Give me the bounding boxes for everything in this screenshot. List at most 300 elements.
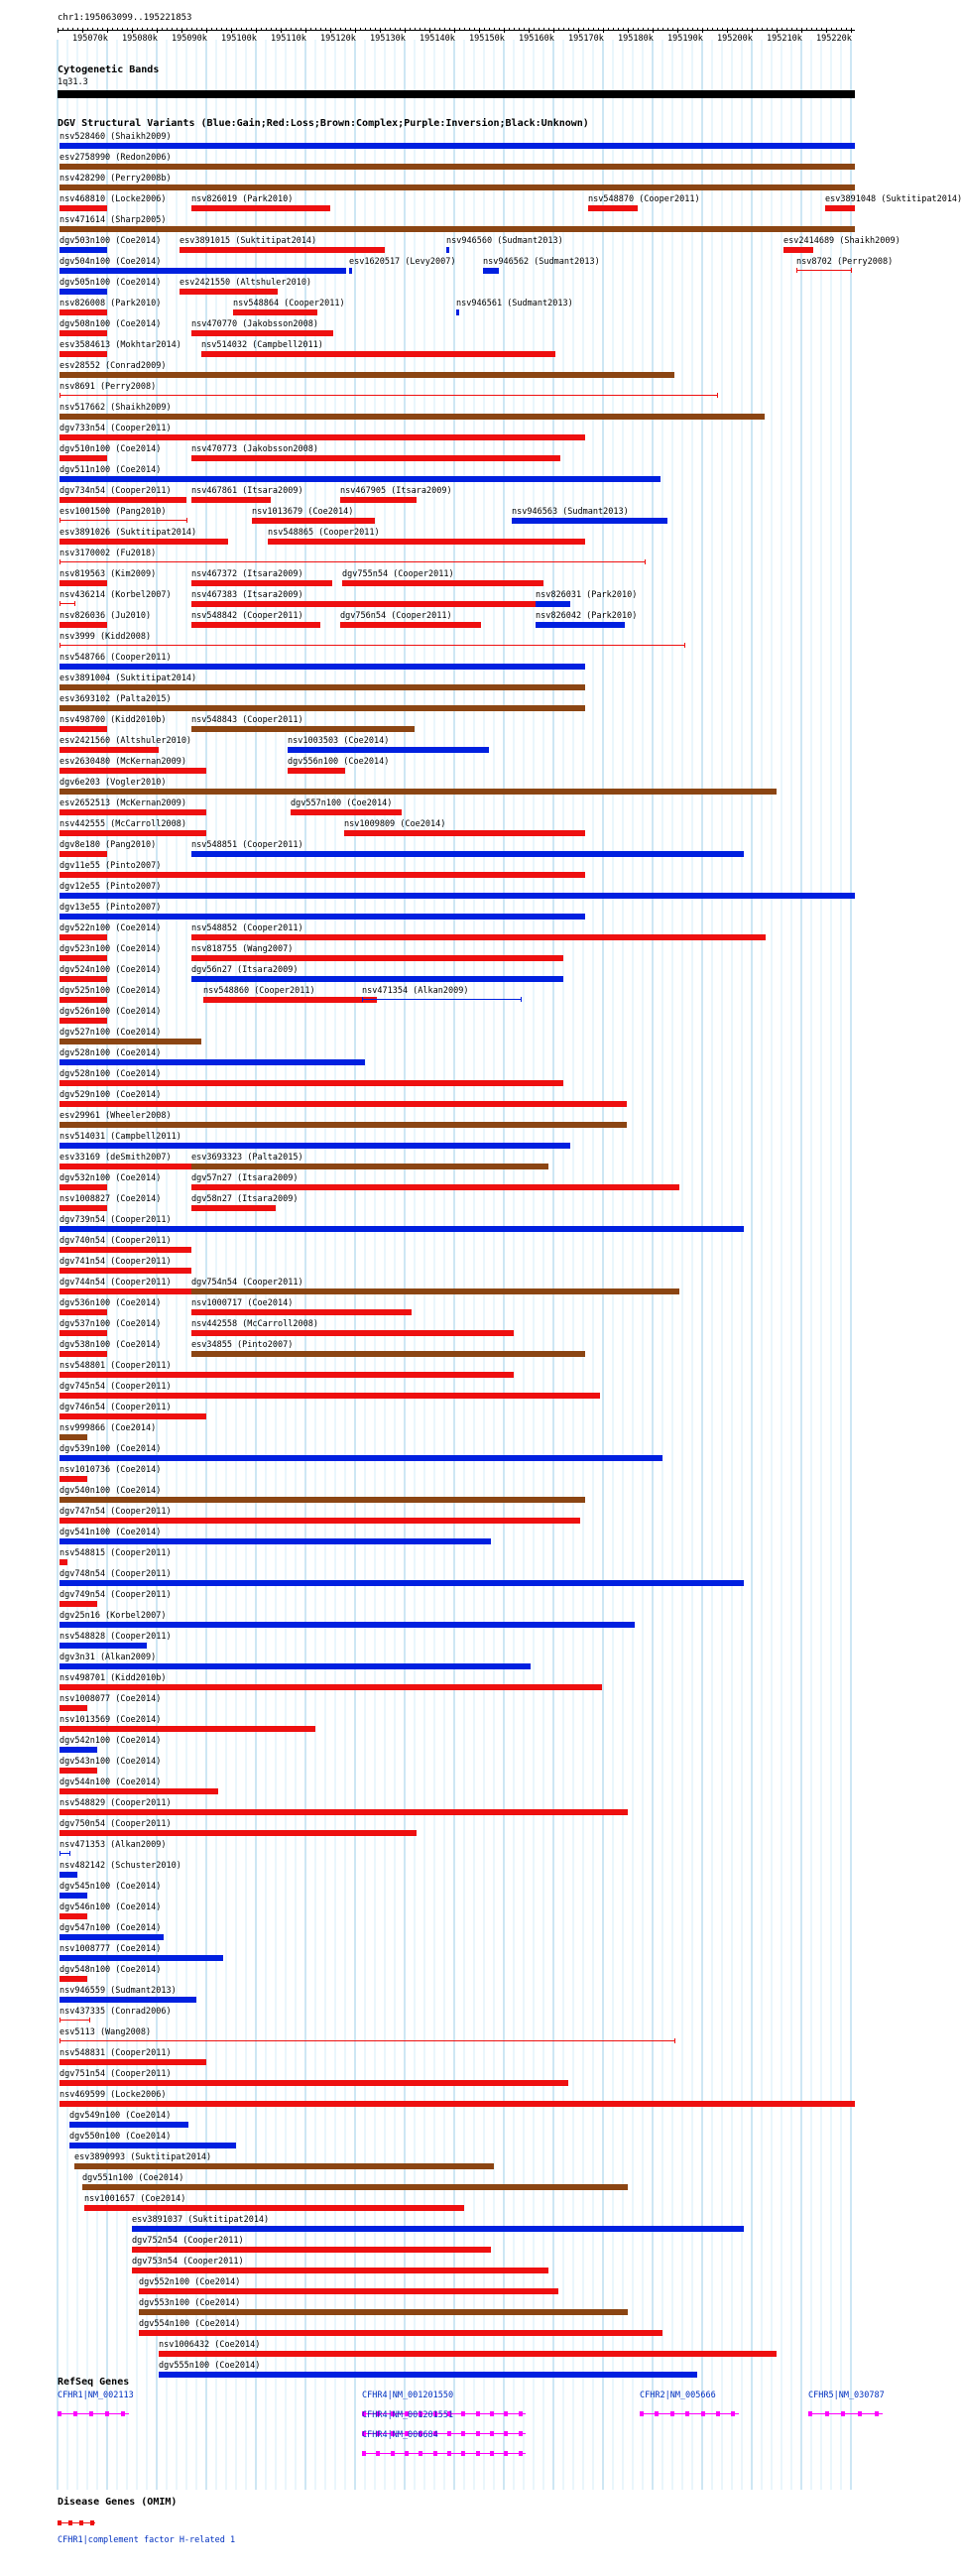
- sv-label[interactable]: nsv471353 (Alkan2009): [60, 1840, 167, 1850]
- sv-bar[interactable]: [60, 1455, 662, 1461]
- sv-label[interactable]: esv1620517 (Levy2007): [349, 257, 456, 267]
- sv-label[interactable]: dgv538n100 (Coe2014): [60, 1340, 162, 1350]
- sv-label[interactable]: esv2421560 (Altshuler2010): [60, 736, 192, 746]
- sv-label[interactable]: nsv517662 (Shaikh2009): [60, 403, 172, 413]
- sv-label[interactable]: dgv545n100 (Coe2014): [60, 1882, 162, 1892]
- sv-bar[interactable]: [60, 1601, 97, 1607]
- cytoband-label[interactable]: 1q31.3: [58, 77, 88, 87]
- sv-label[interactable]: dgv746n54 (Cooper2011): [60, 1403, 172, 1412]
- sv-label[interactable]: nsv442558 (McCarroll2008): [191, 1319, 318, 1329]
- sv-bar[interactable]: [60, 851, 107, 857]
- sv-label[interactable]: esv28552 (Conrad2009): [60, 361, 167, 371]
- gene-intron-line[interactable]: [808, 2413, 883, 2414]
- sv-label[interactable]: nsv470770 (Jakobsson2008): [191, 319, 318, 329]
- sv-bar[interactable]: [60, 1830, 417, 1836]
- sv-label[interactable]: nsv548864 (Cooper2011): [233, 299, 345, 308]
- sv-label[interactable]: dgv748n54 (Cooper2011): [60, 1569, 172, 1579]
- sv-bar[interactable]: [60, 1476, 87, 1482]
- sv-label[interactable]: dgv58n27 (Itsara2009): [191, 1194, 299, 1204]
- sv-label[interactable]: dgv550n100 (Coe2014): [69, 2132, 172, 2142]
- sv-bar[interactable]: [191, 1351, 585, 1357]
- sv-bar[interactable]: [342, 580, 543, 586]
- gene-label[interactable]: CFHR4|NM_001201550: [362, 2391, 454, 2400]
- sv-label[interactable]: esv33169 (deSmith2007): [60, 1153, 172, 1163]
- sv-bar[interactable]: [191, 205, 330, 211]
- sv-label[interactable]: dgv539n100 (Coe2014): [60, 1444, 162, 1454]
- sv-line[interactable]: [60, 395, 717, 396]
- sv-bar[interactable]: [60, 747, 159, 753]
- sv-label[interactable]: dgv751n54 (Cooper2011): [60, 2069, 172, 2079]
- sv-label[interactable]: nsv436214 (Korbel2007): [60, 590, 172, 600]
- sv-bar[interactable]: [60, 1268, 191, 1274]
- sv-bar[interactable]: [60, 1101, 627, 1107]
- sv-label[interactable]: dgv540n100 (Coe2014): [60, 1486, 162, 1496]
- sv-label[interactable]: nsv471354 (Alkan2009): [362, 986, 469, 996]
- sv-label[interactable]: nsv1001657 (Coe2014): [84, 2194, 186, 2204]
- sv-bar[interactable]: [60, 372, 674, 378]
- sv-bar[interactable]: [191, 1309, 412, 1315]
- sv-label[interactable]: dgv741n54 (Cooper2011): [60, 1257, 172, 1267]
- sv-bar[interactable]: [69, 2122, 188, 2128]
- sv-label[interactable]: esv2652513 (McKernan2009): [60, 798, 186, 808]
- sv-label[interactable]: nsv8691 (Perry2008): [60, 382, 157, 392]
- sv-bar[interactable]: [191, 1164, 548, 1169]
- sv-bar[interactable]: [191, 580, 332, 586]
- sv-bar[interactable]: [60, 1788, 218, 1794]
- sv-label[interactable]: dgv508n100 (Coe2014): [60, 319, 162, 329]
- sv-bar[interactable]: [60, 1705, 87, 1711]
- sv-label[interactable]: dgv6e203 (Vogler2010): [60, 778, 167, 788]
- sv-bar[interactable]: [60, 1497, 585, 1503]
- sv-label[interactable]: dgv733n54 (Cooper2011): [60, 424, 172, 433]
- sv-label[interactable]: nsv1009809 (Coe2014): [344, 819, 446, 829]
- sv-label[interactable]: dgv557n100 (Coe2014): [291, 798, 393, 808]
- sv-line[interactable]: [60, 645, 684, 646]
- sv-label[interactable]: dgv544n100 (Coe2014): [60, 1778, 162, 1787]
- sv-label[interactable]: nsv469599 (Locke2006): [60, 2090, 167, 2100]
- sv-bar[interactable]: [60, 1330, 107, 1336]
- sv-label[interactable]: dgv745n54 (Cooper2011): [60, 1382, 172, 1392]
- sv-bar[interactable]: [60, 1039, 201, 1044]
- sv-bar[interactable]: [60, 1143, 570, 1149]
- gene-label[interactable]: CFHR2|NM_005666: [640, 2391, 716, 2400]
- sv-bar[interactable]: [60, 268, 346, 274]
- sv-bar[interactable]: [191, 1184, 679, 1190]
- sv-label[interactable]: dgv740n54 (Cooper2011): [60, 1236, 172, 1246]
- sv-bar[interactable]: [180, 247, 385, 253]
- sv-bar[interactable]: [60, 955, 107, 961]
- sv-label[interactable]: dgv747n54 (Cooper2011): [60, 1507, 172, 1517]
- sv-bar[interactable]: [60, 830, 206, 836]
- sv-bar[interactable]: [180, 289, 278, 295]
- sv-label[interactable]: esv3693323 (Palta2015): [191, 1153, 303, 1163]
- sv-bar[interactable]: [60, 1872, 77, 1878]
- sv-bar[interactable]: [60, 726, 107, 732]
- sv-bar[interactable]: [288, 747, 489, 753]
- sv-line[interactable]: [60, 561, 645, 562]
- sv-line[interactable]: [796, 270, 851, 271]
- sv-label[interactable]: esv3584613 (Mokhtar2014): [60, 340, 181, 350]
- sv-label[interactable]: esv3890993 (Suktitipat2014): [74, 2152, 212, 2162]
- sv-bar[interactable]: [191, 455, 560, 461]
- sv-label[interactable]: dgv56n27 (Itsara2009): [191, 965, 299, 975]
- sv-bar[interactable]: [288, 768, 345, 774]
- sv-label[interactable]: nsv548870 (Cooper2011): [588, 194, 700, 204]
- sv-label[interactable]: dgv3n31 (Alkan2009): [60, 1653, 157, 1662]
- sv-bar[interactable]: [82, 2184, 628, 2190]
- sv-label[interactable]: esv2414689 (Shaikh2009): [783, 236, 901, 246]
- cytoband-bar[interactable]: [58, 90, 855, 98]
- sv-bar[interactable]: [783, 247, 813, 253]
- sv-bar[interactable]: [60, 497, 186, 503]
- sv-label[interactable]: dgv8e180 (Pang2010): [60, 840, 157, 850]
- sv-bar[interactable]: [60, 330, 107, 336]
- sv-label[interactable]: nsv819563 (Kim2009): [60, 569, 157, 579]
- sv-bar[interactable]: [60, 1247, 191, 1253]
- sv-label[interactable]: nsv826008 (Park2010): [60, 299, 162, 308]
- sv-bar[interactable]: [203, 997, 377, 1003]
- sv-line[interactable]: [60, 2020, 89, 2021]
- sv-label[interactable]: esv3891037 (Suktitipat2014): [132, 2215, 270, 2225]
- sv-bar[interactable]: [191, 622, 320, 628]
- sv-bar[interactable]: [159, 2351, 777, 2357]
- sv-label[interactable]: nsv548831 (Cooper2011): [60, 2048, 172, 2058]
- sv-label[interactable]: nsv514032 (Campbell2011): [201, 340, 323, 350]
- sv-label[interactable]: dgv750n54 (Cooper2011): [60, 1819, 172, 1829]
- sv-label[interactable]: dgv532n100 (Coe2014): [60, 1173, 162, 1183]
- sv-bar[interactable]: [60, 934, 107, 940]
- sv-label[interactable]: dgv753n54 (Cooper2011): [132, 2257, 244, 2267]
- sv-bar[interactable]: [159, 2372, 697, 2378]
- sv-bar[interactable]: [340, 497, 417, 503]
- gene-label[interactable]: CFHR5|NM_030787: [808, 2391, 885, 2400]
- sv-bar[interactable]: [132, 2247, 491, 2253]
- sv-label[interactable]: dgv12e55 (Pinto2007): [60, 882, 162, 892]
- sv-line[interactable]: [60, 603, 74, 604]
- sv-label[interactable]: nsv826031 (Park2010): [536, 590, 638, 600]
- sv-bar[interactable]: [191, 976, 563, 982]
- sv-bar[interactable]: [191, 497, 271, 503]
- sv-label[interactable]: dgv504n100 (Coe2014): [60, 257, 162, 267]
- sv-bar[interactable]: [60, 1913, 87, 1919]
- sv-label[interactable]: dgv755n54 (Cooper2011): [342, 569, 454, 579]
- sv-label[interactable]: nsv548828 (Cooper2011): [60, 1632, 172, 1642]
- sv-bar[interactable]: [60, 1184, 107, 1190]
- sv-label[interactable]: dgv556n100 (Coe2014): [288, 757, 390, 767]
- sv-bar[interactable]: [60, 1893, 87, 1899]
- sv-label[interactable]: nsv548843 (Cooper2011): [191, 715, 303, 725]
- sv-bar[interactable]: [60, 1747, 97, 1753]
- sv-bar[interactable]: [60, 684, 585, 690]
- sv-bar[interactable]: [456, 309, 459, 315]
- sv-bar[interactable]: [60, 1538, 491, 1544]
- sv-bar[interactable]: [139, 2330, 662, 2336]
- sv-bar[interactable]: [60, 1684, 602, 1690]
- sv-label[interactable]: dgv555n100 (Coe2014): [159, 2361, 261, 2371]
- sv-label[interactable]: nsv548852 (Cooper2011): [191, 923, 303, 933]
- sv-label[interactable]: nsv548851 (Cooper2011): [191, 840, 303, 850]
- sv-bar[interactable]: [60, 2101, 855, 2107]
- sv-label[interactable]: dgv541n100 (Coe2014): [60, 1528, 162, 1537]
- sv-label[interactable]: dgv524n100 (Coe2014): [60, 965, 162, 975]
- sv-label[interactable]: dgv552n100 (Coe2014): [139, 2277, 241, 2287]
- sv-bar[interactable]: [139, 2309, 628, 2315]
- sv-label[interactable]: dgv529n100 (Coe2014): [60, 1090, 162, 1100]
- sv-label[interactable]: dgv528n100 (Coe2014): [60, 1048, 162, 1058]
- sv-label[interactable]: nsv548801 (Cooper2011): [60, 1361, 172, 1371]
- sv-label[interactable]: nsv1006432 (Coe2014): [159, 2340, 261, 2350]
- sv-bar[interactable]: [60, 893, 855, 899]
- sv-label[interactable]: dgv547n100 (Coe2014): [60, 1923, 162, 1933]
- sv-bar[interactable]: [60, 622, 107, 628]
- sv-bar[interactable]: [60, 289, 107, 295]
- sv-label[interactable]: dgv511n100 (Coe2014): [60, 465, 162, 475]
- sv-label[interactable]: dgv528n100 (Coe2014): [60, 1069, 162, 1079]
- sv-bar[interactable]: [60, 1997, 196, 2003]
- sv-label[interactable]: nsv3170002 (Fu2018): [60, 549, 157, 558]
- sv-bar[interactable]: [191, 1330, 514, 1336]
- sv-bar[interactable]: [60, 1559, 67, 1565]
- sv-bar[interactable]: [233, 309, 317, 315]
- sv-bar[interactable]: [60, 1955, 223, 1961]
- sv-bar[interactable]: [60, 434, 585, 440]
- sv-bar[interactable]: [60, 1164, 191, 1169]
- sv-bar[interactable]: [60, 1393, 600, 1399]
- sv-bar[interactable]: [191, 330, 333, 336]
- sv-bar[interactable]: [69, 2143, 236, 2148]
- sv-label[interactable]: esv3891048 (Suktitipat2014): [825, 194, 962, 204]
- sv-label[interactable]: dgv522n100 (Coe2014): [60, 923, 162, 933]
- sv-bar[interactable]: [191, 955, 563, 961]
- sv-bar[interactable]: [60, 1226, 744, 1232]
- sv-label[interactable]: dgv542n100 (Coe2014): [60, 1736, 162, 1746]
- gene-intron-line[interactable]: [58, 2413, 129, 2414]
- sv-bar[interactable]: [191, 851, 744, 857]
- sv-bar[interactable]: [139, 2288, 558, 2294]
- sv-label[interactable]: esv34855 (Pinto2007): [191, 1340, 294, 1350]
- sv-label[interactable]: dgv548n100 (Coe2014): [60, 1965, 162, 1975]
- sv-bar[interactable]: [536, 601, 570, 607]
- sv-label[interactable]: nsv8702 (Perry2008): [796, 257, 894, 267]
- sv-label[interactable]: dgv25n16 (Korbel2007): [60, 1611, 167, 1621]
- sv-label[interactable]: esv2421550 (Altshuler2010): [180, 278, 312, 288]
- sv-bar[interactable]: [536, 622, 625, 628]
- sv-bar[interactable]: [268, 539, 585, 545]
- sv-bar[interactable]: [60, 789, 777, 795]
- sv-label[interactable]: esv5113 (Wang2008): [60, 2027, 152, 2037]
- sv-label[interactable]: esv1001500 (Pang2010): [60, 507, 167, 517]
- sv-bar[interactable]: [60, 1663, 531, 1669]
- sv-label[interactable]: dgv553n100 (Coe2014): [139, 2298, 241, 2308]
- sv-bar[interactable]: [60, 2059, 206, 2065]
- sv-bar[interactable]: [60, 1643, 147, 1649]
- sv-label[interactable]: dgv754n54 (Cooper2011): [191, 1278, 303, 1288]
- sv-label[interactable]: dgv523n100 (Coe2014): [60, 944, 162, 954]
- sv-bar[interactable]: [60, 2080, 568, 2086]
- sv-label[interactable]: nsv470773 (Jakobsson2008): [191, 444, 318, 454]
- sv-label[interactable]: nsv1008077 (Coe2014): [60, 1694, 162, 1704]
- sv-label[interactable]: nsv548865 (Cooper2011): [268, 528, 380, 538]
- sv-label[interactable]: dgv527n100 (Coe2014): [60, 1028, 162, 1038]
- sv-label[interactable]: nsv999866 (Coe2014): [60, 1423, 157, 1433]
- sv-label[interactable]: nsv1013679 (Coe2014): [252, 507, 354, 517]
- sv-label[interactable]: nsv826042 (Park2010): [536, 611, 638, 621]
- sv-bar[interactable]: [60, 1351, 107, 1357]
- sv-line[interactable]: [60, 520, 186, 521]
- sv-bar[interactable]: [60, 539, 228, 545]
- sv-label[interactable]: nsv946560 (Sudmant2013): [446, 236, 563, 246]
- sv-label[interactable]: nsv528460 (Shaikh2009): [60, 132, 172, 142]
- sv-bar[interactable]: [60, 997, 107, 1003]
- sv-bar[interactable]: [60, 1809, 628, 1815]
- sv-label[interactable]: esv3891026 (Suktitipat2014): [60, 528, 197, 538]
- sv-label[interactable]: dgv537n100 (Coe2014): [60, 1319, 162, 1329]
- sv-bar[interactable]: [60, 1726, 315, 1732]
- sv-label[interactable]: nsv1013569 (Coe2014): [60, 1715, 162, 1725]
- sv-label[interactable]: esv2758990 (Redon2006): [60, 153, 172, 163]
- sv-bar[interactable]: [60, 1122, 627, 1128]
- sv-label[interactable]: nsv467861 (Itsara2009): [191, 486, 303, 496]
- sv-bar[interactable]: [60, 1768, 97, 1774]
- sv-bar[interactable]: [60, 1372, 514, 1378]
- sv-label[interactable]: nsv428290 (Perry2008b): [60, 174, 172, 184]
- sv-bar[interactable]: [132, 2268, 548, 2273]
- sv-bar[interactable]: [191, 1288, 679, 1294]
- sv-bar[interactable]: [446, 247, 449, 253]
- sv-bar[interactable]: [60, 1622, 635, 1628]
- sv-bar[interactable]: [60, 1518, 580, 1524]
- sv-bar[interactable]: [60, 1413, 206, 1419]
- sv-bar[interactable]: [201, 351, 555, 357]
- gene-label[interactable]: CFHR4|NM_001201551: [362, 2410, 454, 2420]
- sv-bar[interactable]: [60, 1205, 107, 1211]
- sv-label[interactable]: dgv752n54 (Cooper2011): [132, 2236, 244, 2246]
- sv-bar[interactable]: [825, 205, 855, 211]
- sv-label[interactable]: nsv467372 (Itsara2009): [191, 569, 303, 579]
- sv-label[interactable]: nsv1010736 (Coe2014): [60, 1465, 162, 1475]
- gene-label[interactable]: CFHR1|NM_002113: [58, 2391, 134, 2400]
- sv-bar[interactable]: [60, 1434, 87, 1440]
- sv-bar[interactable]: [132, 2226, 744, 2232]
- sv-bar[interactable]: [191, 934, 766, 940]
- omim-label[interactable]: CFHR1|complement factor H-related 1: [58, 2535, 236, 2545]
- sv-bar[interactable]: [60, 914, 585, 920]
- sv-label[interactable]: nsv442555 (McCarroll2008): [60, 819, 186, 829]
- sv-label[interactable]: dgv739n54 (Cooper2011): [60, 1215, 172, 1225]
- sv-label[interactable]: nsv818755 (Wang2007): [191, 944, 294, 954]
- sv-bar[interactable]: [60, 414, 765, 420]
- sv-label[interactable]: esv3891004 (Suktitipat2014): [60, 674, 197, 683]
- sv-line[interactable]: [362, 999, 521, 1000]
- sv-bar[interactable]: [291, 809, 402, 815]
- sv-bar[interactable]: [60, 205, 107, 211]
- gene-label[interactable]: CFHR4|NM_006684: [362, 2430, 438, 2440]
- sv-bar[interactable]: [191, 1205, 276, 1211]
- sv-label[interactable]: esv3693102 (Palta2015): [60, 694, 172, 704]
- sv-bar[interactable]: [60, 872, 585, 878]
- sv-label[interactable]: nsv548815 (Cooper2011): [60, 1548, 172, 1558]
- sv-bar[interactable]: [60, 476, 661, 482]
- sv-bar[interactable]: [60, 768, 206, 774]
- sv-bar[interactable]: [60, 1976, 87, 1982]
- sv-label[interactable]: nsv467905 (Itsara2009): [340, 486, 452, 496]
- sv-bar[interactable]: [60, 1934, 164, 1940]
- sv-label[interactable]: nsv498700 (Kidd2010b): [60, 715, 167, 725]
- sv-bar[interactable]: [512, 518, 667, 524]
- sv-bar[interactable]: [588, 205, 638, 211]
- sv-label[interactable]: dgv11e55 (Pinto2007): [60, 861, 162, 871]
- sv-bar[interactable]: [60, 164, 855, 170]
- sv-bar[interactable]: [60, 351, 107, 357]
- sv-bar[interactable]: [60, 1059, 365, 1065]
- sv-bar[interactable]: [60, 1288, 191, 1294]
- sv-label[interactable]: dgv546n100 (Coe2014): [60, 1902, 162, 1912]
- sv-bar[interactable]: [60, 809, 206, 815]
- sv-bar[interactable]: [60, 1309, 107, 1315]
- sv-label[interactable]: dgv554n100 (Coe2014): [139, 2319, 241, 2329]
- sv-bar[interactable]: [191, 601, 536, 607]
- sv-label[interactable]: nsv548766 (Cooper2011): [60, 653, 172, 663]
- sv-bar[interactable]: [191, 726, 415, 732]
- sv-bar[interactable]: [60, 976, 107, 982]
- sv-label[interactable]: nsv1003503 (Coe2014): [288, 736, 390, 746]
- sv-bar[interactable]: [60, 143, 855, 149]
- sv-bar[interactable]: [60, 1580, 744, 1586]
- sv-bar[interactable]: [60, 664, 585, 670]
- sv-label[interactable]: nsv946559 (Sudmant2013): [60, 1986, 177, 1996]
- sv-line[interactable]: [60, 1853, 69, 1854]
- sv-label[interactable]: dgv57n27 (Itsara2009): [191, 1173, 299, 1183]
- sv-label[interactable]: nsv482142 (Schuster2010): [60, 1861, 181, 1871]
- sv-label[interactable]: dgv526n100 (Coe2014): [60, 1007, 162, 1017]
- sv-bar[interactable]: [60, 226, 855, 232]
- sv-label[interactable]: dgv510n100 (Coe2014): [60, 444, 162, 454]
- sv-label[interactable]: dgv734n54 (Cooper2011): [60, 486, 172, 496]
- sv-label[interactable]: nsv548829 (Cooper2011): [60, 1798, 172, 1808]
- sv-label[interactable]: dgv549n100 (Coe2014): [69, 2111, 172, 2121]
- sv-label[interactable]: dgv744n54 (Cooper2011): [60, 1278, 172, 1288]
- sv-label[interactable]: nsv548860 (Cooper2011): [203, 986, 315, 996]
- sv-bar[interactable]: [60, 184, 855, 190]
- sv-label[interactable]: nsv548842 (Cooper2011): [191, 611, 303, 621]
- sv-bar[interactable]: [60, 1080, 563, 1086]
- sv-label[interactable]: dgv503n100 (Coe2014): [60, 236, 162, 246]
- sv-label[interactable]: nsv946563 (Sudmant2013): [512, 507, 629, 517]
- sv-label[interactable]: dgv536n100 (Coe2014): [60, 1298, 162, 1308]
- sv-label[interactable]: dgv525n100 (Coe2014): [60, 986, 162, 996]
- sv-label[interactable]: nsv471614 (Sharp2005): [60, 215, 167, 225]
- sv-label[interactable]: nsv437335 (Conrad2006): [60, 2007, 172, 2017]
- sv-bar[interactable]: [349, 268, 352, 274]
- sv-label[interactable]: dgv749n54 (Cooper2011): [60, 1590, 172, 1600]
- sv-bar[interactable]: [60, 580, 107, 586]
- sv-label[interactable]: nsv1008777 (Coe2014): [60, 1944, 162, 1954]
- sv-label[interactable]: esv29961 (Wheeler2008): [60, 1111, 172, 1121]
- sv-label[interactable]: nsv468810 (Locke2006): [60, 194, 167, 204]
- sv-line[interactable]: [60, 2040, 674, 2041]
- sv-label[interactable]: nsv467383 (Itsara2009): [191, 590, 303, 600]
- sv-label[interactable]: nsv826036 (Ju2010): [60, 611, 152, 621]
- sv-label[interactable]: nsv1008827 (Coe2014): [60, 1194, 162, 1204]
- sv-label[interactable]: esv2630480 (McKernan2009): [60, 757, 186, 767]
- sv-label[interactable]: dgv505n100 (Coe2014): [60, 278, 162, 288]
- sv-bar[interactable]: [74, 2163, 494, 2169]
- sv-label[interactable]: dgv543n100 (Coe2014): [60, 1757, 162, 1767]
- sv-bar[interactable]: [340, 622, 481, 628]
- sv-label[interactable]: nsv498701 (Kidd2010b): [60, 1673, 167, 1683]
- sv-label[interactable]: nsv514031 (Campbell2011): [60, 1132, 181, 1142]
- sv-label[interactable]: nsv1000717 (Coe2014): [191, 1298, 294, 1308]
